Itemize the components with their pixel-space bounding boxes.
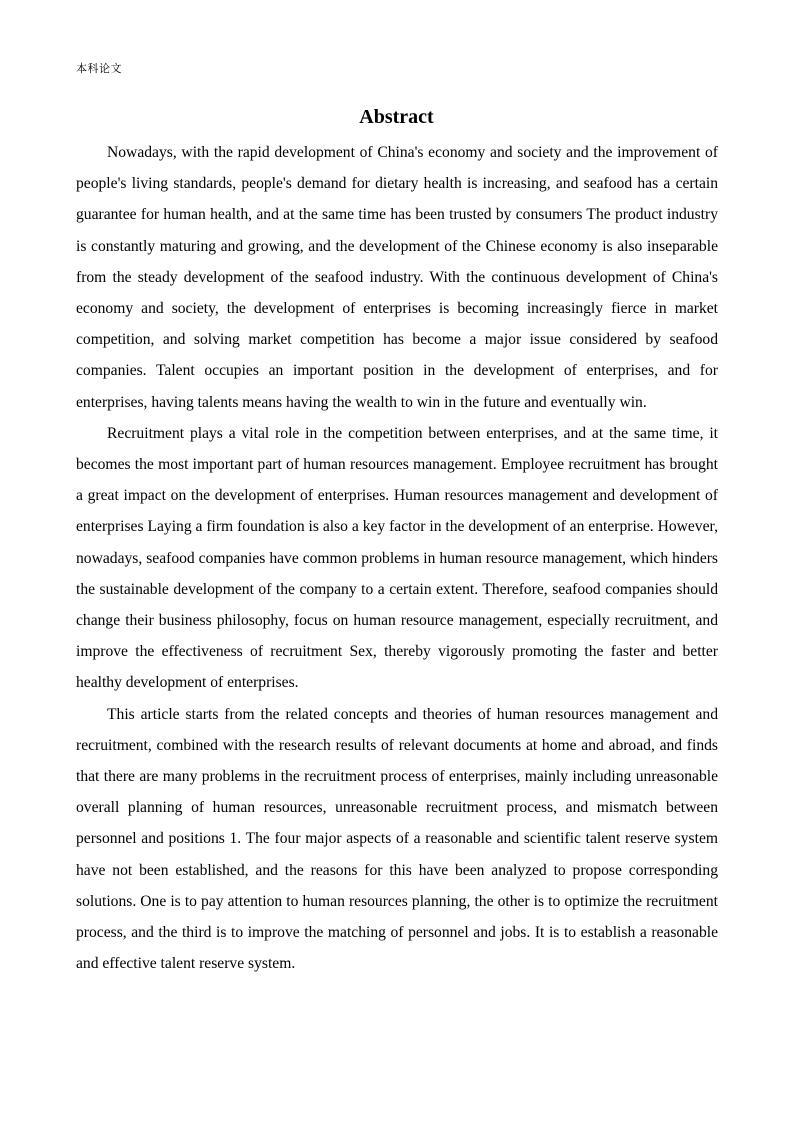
- abstract-heading: Abstract: [359, 106, 434, 128]
- abstract-paragraph-1: Nowadays, with the rapid development of China's economy and society and the improvement of people's living standards, people's demand for dietary health is increasing, and seafood has a certain guarantee for human health, and at the same time has been trusted by consumers The product industry is constantly maturing and growing, and the development of the Chinese economy is also inseparable from the steady development of the seafood industry. With the continuous development of China's economy and society, the development of enterprises is becoming increasingly fierce in market competition, and solving market competition has become a major issue considered by seafood companies. Talent occupies an important position in the development of enterprises, and for enterprises, having talents means having the wealth to win in the future and eventually win.: [76, 144, 718, 411]
- running-header: 本科论文: [76, 62, 122, 75]
- abstract-paragraph-2: Recruitment plays a vital role in the competition between enterprises, and at the same time, it becomes the most important part of human resources management. Employee recruitment has brought a great impact on the development of enterprises. Human resources management and development of enterprises Laying a firm foundation is also a key factor in the development of an enterprise. However, nowadays, seafood companies have common problems in human resource management, which hinders the sustainable development of the company to a certain extent. Therefore, seafood companies should change their business philosophy, focus on human resource management, especially recruitment, and improve the effectiveness of recruitment Sex, thereby vigorously promoting the faster and better healthy development of enterprises.: [76, 424, 718, 692]
- abstract-body: [76, 137, 718, 979]
- abstract-paragraph-3: This article starts from the related concepts and theories of human resources management and recruitment, combined with the research results of relevant documents at home and abroad, and finds that there are many problems in the recruitment process of enterprises, mainly including unreasonable overall planning of human resources, unreasonable recruitment process, and mismatch between personnel and positions 1. The four major aspects of a reasonable and scientific talent reserve system have not been established, and the reasons for this have been analyzed to propose corresponding solutions. One is to pay attention to human resources planning, the other is to optimize the recruitment process, and the third is to improve the matching of personnel and jobs. It is to establish a reasonable and effective talent reserve system.: [76, 705, 718, 973]
